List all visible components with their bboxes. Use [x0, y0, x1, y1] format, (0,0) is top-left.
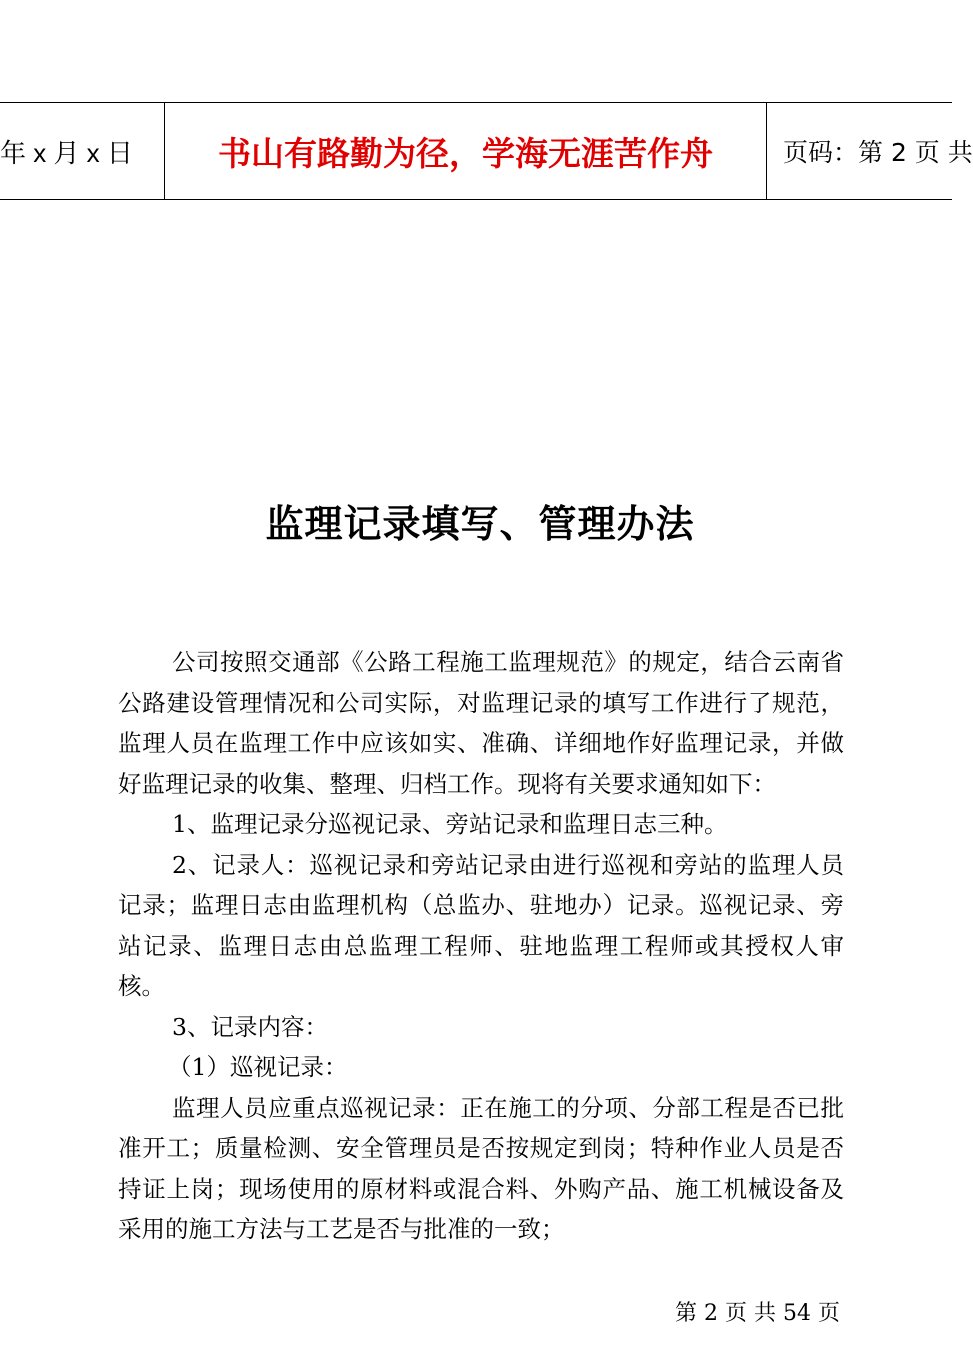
page-footer: 第 2 页 共 54 页	[675, 1301, 840, 1326]
paragraph-item-3: 3、记录内容：	[172, 1012, 328, 1041]
document-title: 监理记录填写、管理办法	[265, 502, 695, 546]
header-page-number: 页码：第 2 页 共	[783, 138, 973, 167]
paragraph-intro: 公司按照交通部《公路工程施工监理规范》的规定，结合云南省公路建设管理情况和公司实际，对监理记录的填写工作进行了规范，监理人员在监理工作中应该如实、准确、详细地作好监理记录，并做好监理记录的收集、整理、归档工作。现将有关要求通知如下：	[118, 648, 844, 798]
paragraph-subitem-1: （1）巡视记录：	[168, 1053, 348, 1081]
header-date: 年 x 月 x 日	[0, 103, 165, 199]
header-motto: 书山有路勤为径，学海无涯苦作舟	[165, 103, 767, 199]
paragraph-item-1: 1、监理记录分巡视记录、旁站记录和监理日志三种。	[172, 810, 728, 838]
document-body	[118, 642, 844, 1250]
paragraph-inspection: 监理人员应重点巡视记录：正在施工的分项、分部工程是否已批准开工；质量检测、安全管理员是否按规定到岗；特种作业人员是否持证上岗；现场使用的原材料或混合料、外购产品、施工机械设备及采用的施工方法与工艺是否与批准的一致；	[118, 1093, 844, 1243]
paragraph-item-2: 2、记录人：巡视记录和旁站记录由进行巡视和旁站的监理人员记录；监理日志由监理机构（总监办、驻地办）记录。巡视记录、旁站记录、监理日志由总监理工程师、驻地监理工程师或其授权人审核。	[118, 850, 844, 1000]
page-header	[0, 102, 973, 200]
